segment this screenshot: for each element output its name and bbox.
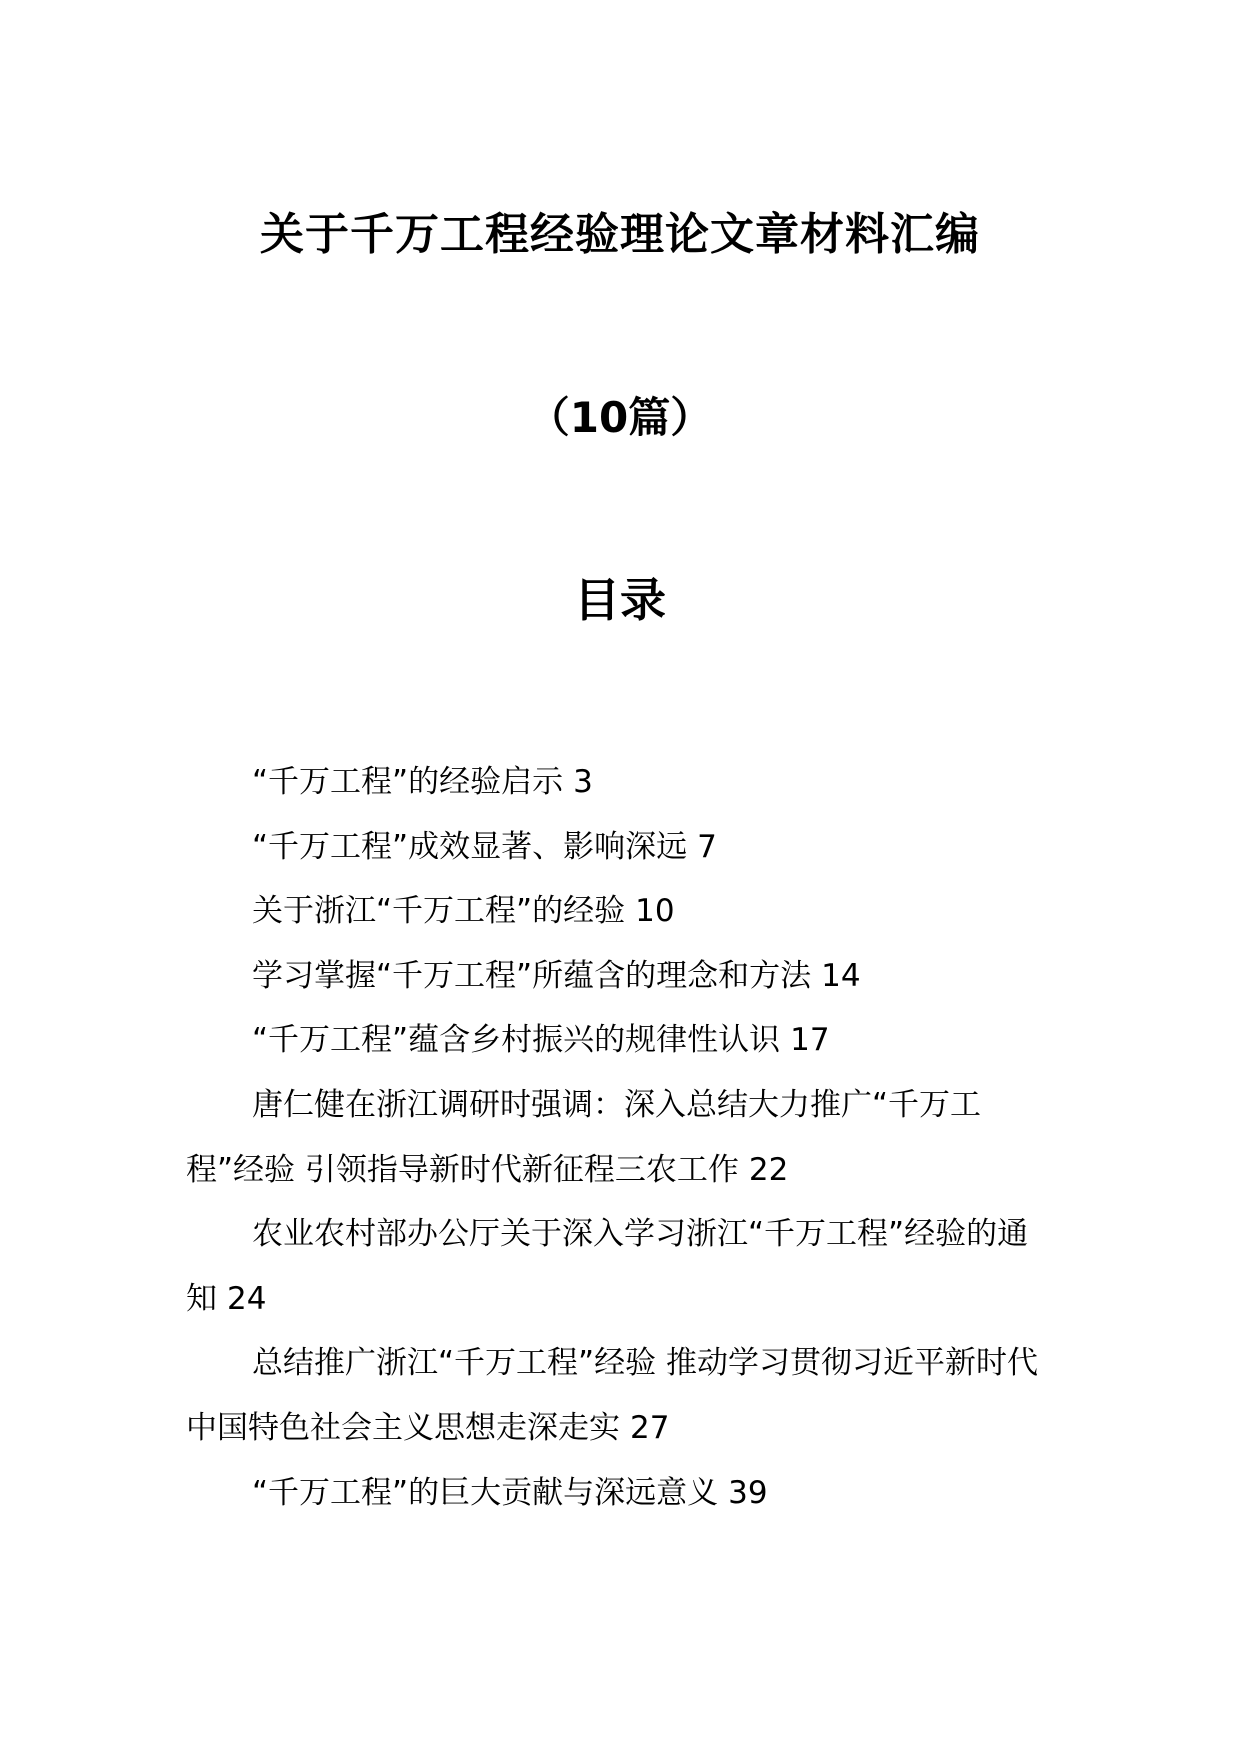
toc-entry-page: 3 <box>573 764 593 800</box>
document-subtitle: （10篇） <box>527 393 713 442</box>
toc-entry-title: 农业农村部办公厅关于深入学习浙江“千万工程”经验的通知 <box>186 1216 1029 1317</box>
toc-entry-page: 17 <box>790 1022 830 1059</box>
toc-entry[interactable] <box>186 944 1056 1009</box>
toc-entry[interactable] <box>186 815 1056 880</box>
toc-entry[interactable] <box>186 879 1056 944</box>
toc-entry-page: 7 <box>697 828 717 865</box>
toc-entry-page: 14 <box>821 957 861 994</box>
toc-entry-title: “千万工程”成效显著、影响深远 <box>252 828 688 865</box>
toc-entry-page: 22 <box>748 1151 789 1188</box>
toc-entry-title: 学习掌握“千万工程”所蕴含的理念和方法 <box>252 957 812 994</box>
toc-entry[interactable] <box>186 1008 1056 1073</box>
toc-entry-page: 24 <box>227 1280 267 1317</box>
toc-entry[interactable] <box>186 750 1056 815</box>
toc-entry-page: 10 <box>635 893 675 930</box>
toc-entry[interactable] <box>186 1461 1056 1526</box>
toc-entry-title: 唐仁健在浙江调研时强调：深入总结大力推广“千万工程”经验 引领指导新时代新征程三农工作 <box>186 1086 982 1188</box>
toc-entry-page: 39 <box>728 1474 768 1511</box>
document-title: 关于千万工程经验理论文章材料汇编 <box>260 209 980 260</box>
toc-entry-title: “千万工程”蕴含乡村振兴的规律性认识 <box>252 1022 781 1059</box>
toc-heading: 目录 <box>574 573 666 627</box>
toc-entry-title: “千万工程”的经验启示 <box>252 764 564 800</box>
toc-entry-title: 总结推广浙江“千万工程”经验 推动学习贯彻习近平新时代中国特色社会主义思想走深走实 <box>186 1345 1038 1446</box>
toc-entry-title: 关于浙江“千万工程”的经验 <box>252 893 626 930</box>
toc-entry[interactable] <box>186 1331 1056 1460</box>
table-of-contents <box>186 750 1056 1525</box>
toc-entry-page: 27 <box>630 1409 670 1446</box>
toc-entry-title: “千万工程”的巨大贡献与深远意义 <box>252 1474 719 1511</box>
toc-entry[interactable] <box>186 1073 1056 1202</box>
toc-entry[interactable] <box>186 1202 1056 1331</box>
